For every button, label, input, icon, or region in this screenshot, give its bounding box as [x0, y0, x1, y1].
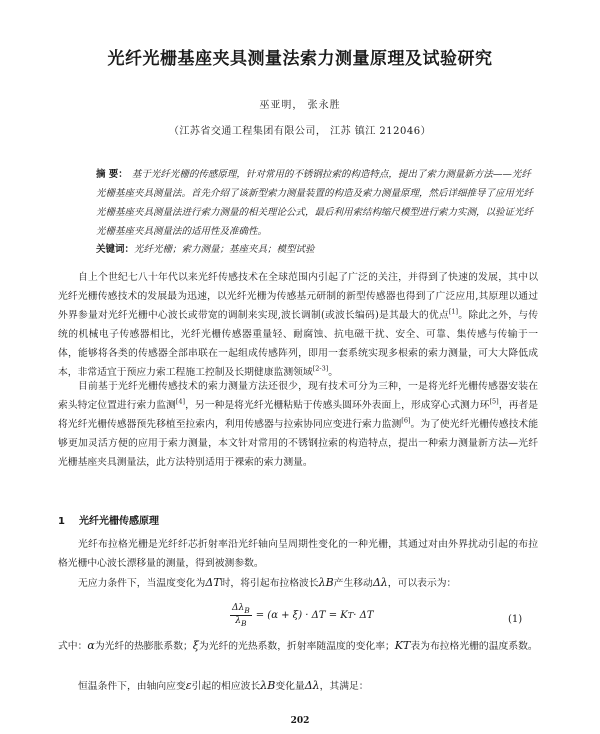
rhs-tail: · ΔT — [353, 609, 374, 621]
symbol: ε — [185, 679, 192, 692]
rhs: = (α + ξ) · ΔT = K — [255, 609, 348, 621]
citation: [5] — [489, 397, 499, 406]
symbol: λB — [260, 679, 276, 692]
para2-d: 。为了使光纤光栅传感技术能够更加灵活方便的应用于索力测量，本文针对常用的不锈钢拉索的构造特点，提出一种索力测量新方法—光纤光栅基座夹具测量法，此方法特别适用于裸索的索力测量。 — [58, 419, 539, 468]
symbol: ΔT — [205, 576, 221, 589]
para5-b: 为光纤的热膨胀系数； — [94, 641, 193, 652]
section-heading-1 — [58, 512, 159, 527]
para5-d: 表为布拉格光栅的温度系数。 — [410, 641, 538, 652]
authors: 巫亚明， 张永胜 — [259, 100, 341, 111]
abstract-label: 摘 要： — [96, 169, 128, 180]
para1-tail: 。除此之外，与传统的机械电子传感器相比，光纤光栅传感器重量轻、耐腐蚀、抗电磁干扰、安全、可靠、集传感与传输于一体，能够将各类的传感器全部串联在一起组成传感阵列，即用一套系统实现多根索的索力测量，可大大降低成本，非常适宜于预应力索工程施工控制及长期健康监测领域 — [58, 310, 538, 378]
equation-1 — [230, 598, 374, 632]
den-sub: B — [240, 618, 247, 628]
keywords — [96, 240, 536, 259]
para4-c: 产生移动 — [333, 578, 373, 589]
denominator — [233, 616, 248, 628]
symbol: KT — [394, 639, 411, 652]
symbol: λB — [318, 576, 334, 589]
equation-number: (1) — [508, 614, 523, 625]
paragraph-strain — [58, 676, 538, 696]
rhs-sub: T — [347, 610, 354, 620]
citation: [4] — [175, 397, 186, 406]
para6-c: 变化量 — [275, 681, 305, 692]
para1-end: 。 — [328, 367, 339, 378]
den-text: λ — [235, 615, 241, 626]
symbol: Δλ — [304, 679, 320, 692]
para2-a: 目前基于光纤光栅传感技术的索力测量方法还很少，现有技术可分为三种，一是将光纤光栅传感器安装在索头特定位置进行索力监测 — [58, 381, 538, 411]
para6-b: 引起的相应波长 — [191, 681, 261, 692]
keywords-label: 关键词： — [96, 244, 135, 255]
page-number: 202 — [290, 716, 310, 726]
symbol: ξ — [192, 639, 199, 652]
para6-d: ，其满足： — [319, 681, 369, 692]
para2-b: ，另一种是将光纤光栅粘贴于传感头圆环外表面上，形成穿心式测力环 — [185, 400, 490, 411]
paragraph-principle: 光纤布拉格光栅是光纤纤芯折射率沿光纤轴向呈周期性变化的一种光栅，其通过对由外界扰动引起的布拉格光栅中心波长漂移量的测量，得到被测参数。 — [58, 539, 538, 569]
affiliation: （江苏省交通工程集团有限公司， 江苏 镇江 212046） — [168, 126, 432, 137]
para5-c: 为光纤的光热系数，折射率随温度的变化率； — [198, 641, 395, 652]
symbol: α — [87, 639, 95, 652]
num-text: Δλ — [232, 602, 245, 613]
abstract-text: 基于光纤光栅的传感原理，针对常用的不锈钢拉索的构造特点，提出了索力测量新方法——光纤光栅基座夹具测量法。首先介绍了该新型索力测量装置的构造及索力测量原理，然后详细推导了应用光纤光栅基座夹具测量法进行索力测量的相关理论公式，最后利用索结构缩尺模型进行索力实测，以验证光纤光栅基座夹具测量法的适用性及准确性。 — [96, 169, 534, 237]
num-sub: B — [244, 605, 250, 615]
paragraph-methods — [58, 377, 538, 472]
citation: [6] — [401, 416, 411, 425]
paragraph-temperature — [58, 573, 538, 593]
fraction — [230, 603, 252, 628]
para4-a: 无应力条件下，当温度变化为 — [78, 578, 206, 589]
abstract — [96, 165, 536, 241]
paper-title: 光纤光栅基座夹具测量法索力测量原理及试验研究 — [107, 49, 493, 69]
paragraph-where — [58, 636, 538, 656]
citation: [1] — [448, 307, 459, 316]
keywords-text: 光纤光栅；索力测量；基座夹具；模型试验 — [134, 244, 315, 255]
numerator — [230, 603, 252, 616]
section-title: 光纤光栅传感原理 — [78, 516, 159, 527]
para5-a: 式中： — [58, 641, 88, 652]
para4-b: 时，将引起布拉格波长 — [220, 578, 319, 589]
para1-text: 自上个世纪七八十年代以来光纤传感技术在全球范围内引起了广泛的关注，并得到了快速的发展，其中以光纤光栅传感技术的发展最为迅速，以光纤光栅为传感基元研制的新型传感器也得到了广泛应用,其原理以通过外界参量对光纤光栅中心波长或带宽的调制来实现,波长调制(或波长编码)是其最大的优点 — [58, 272, 538, 321]
para6-a: 恒温条件下，由轴向应变 — [78, 681, 186, 692]
citation: [2-3] — [312, 364, 329, 373]
symbol: Δλ — [372, 576, 388, 589]
para2-c: ，再者是将光纤光栅传感器预先移植至拉索内，利用传感器与拉索协同应变进行索力监测 — [58, 400, 539, 430]
section-number: 1 — [58, 516, 65, 527]
paragraph-intro — [58, 268, 538, 382]
para4-d: ，可以表示为： — [387, 578, 457, 589]
